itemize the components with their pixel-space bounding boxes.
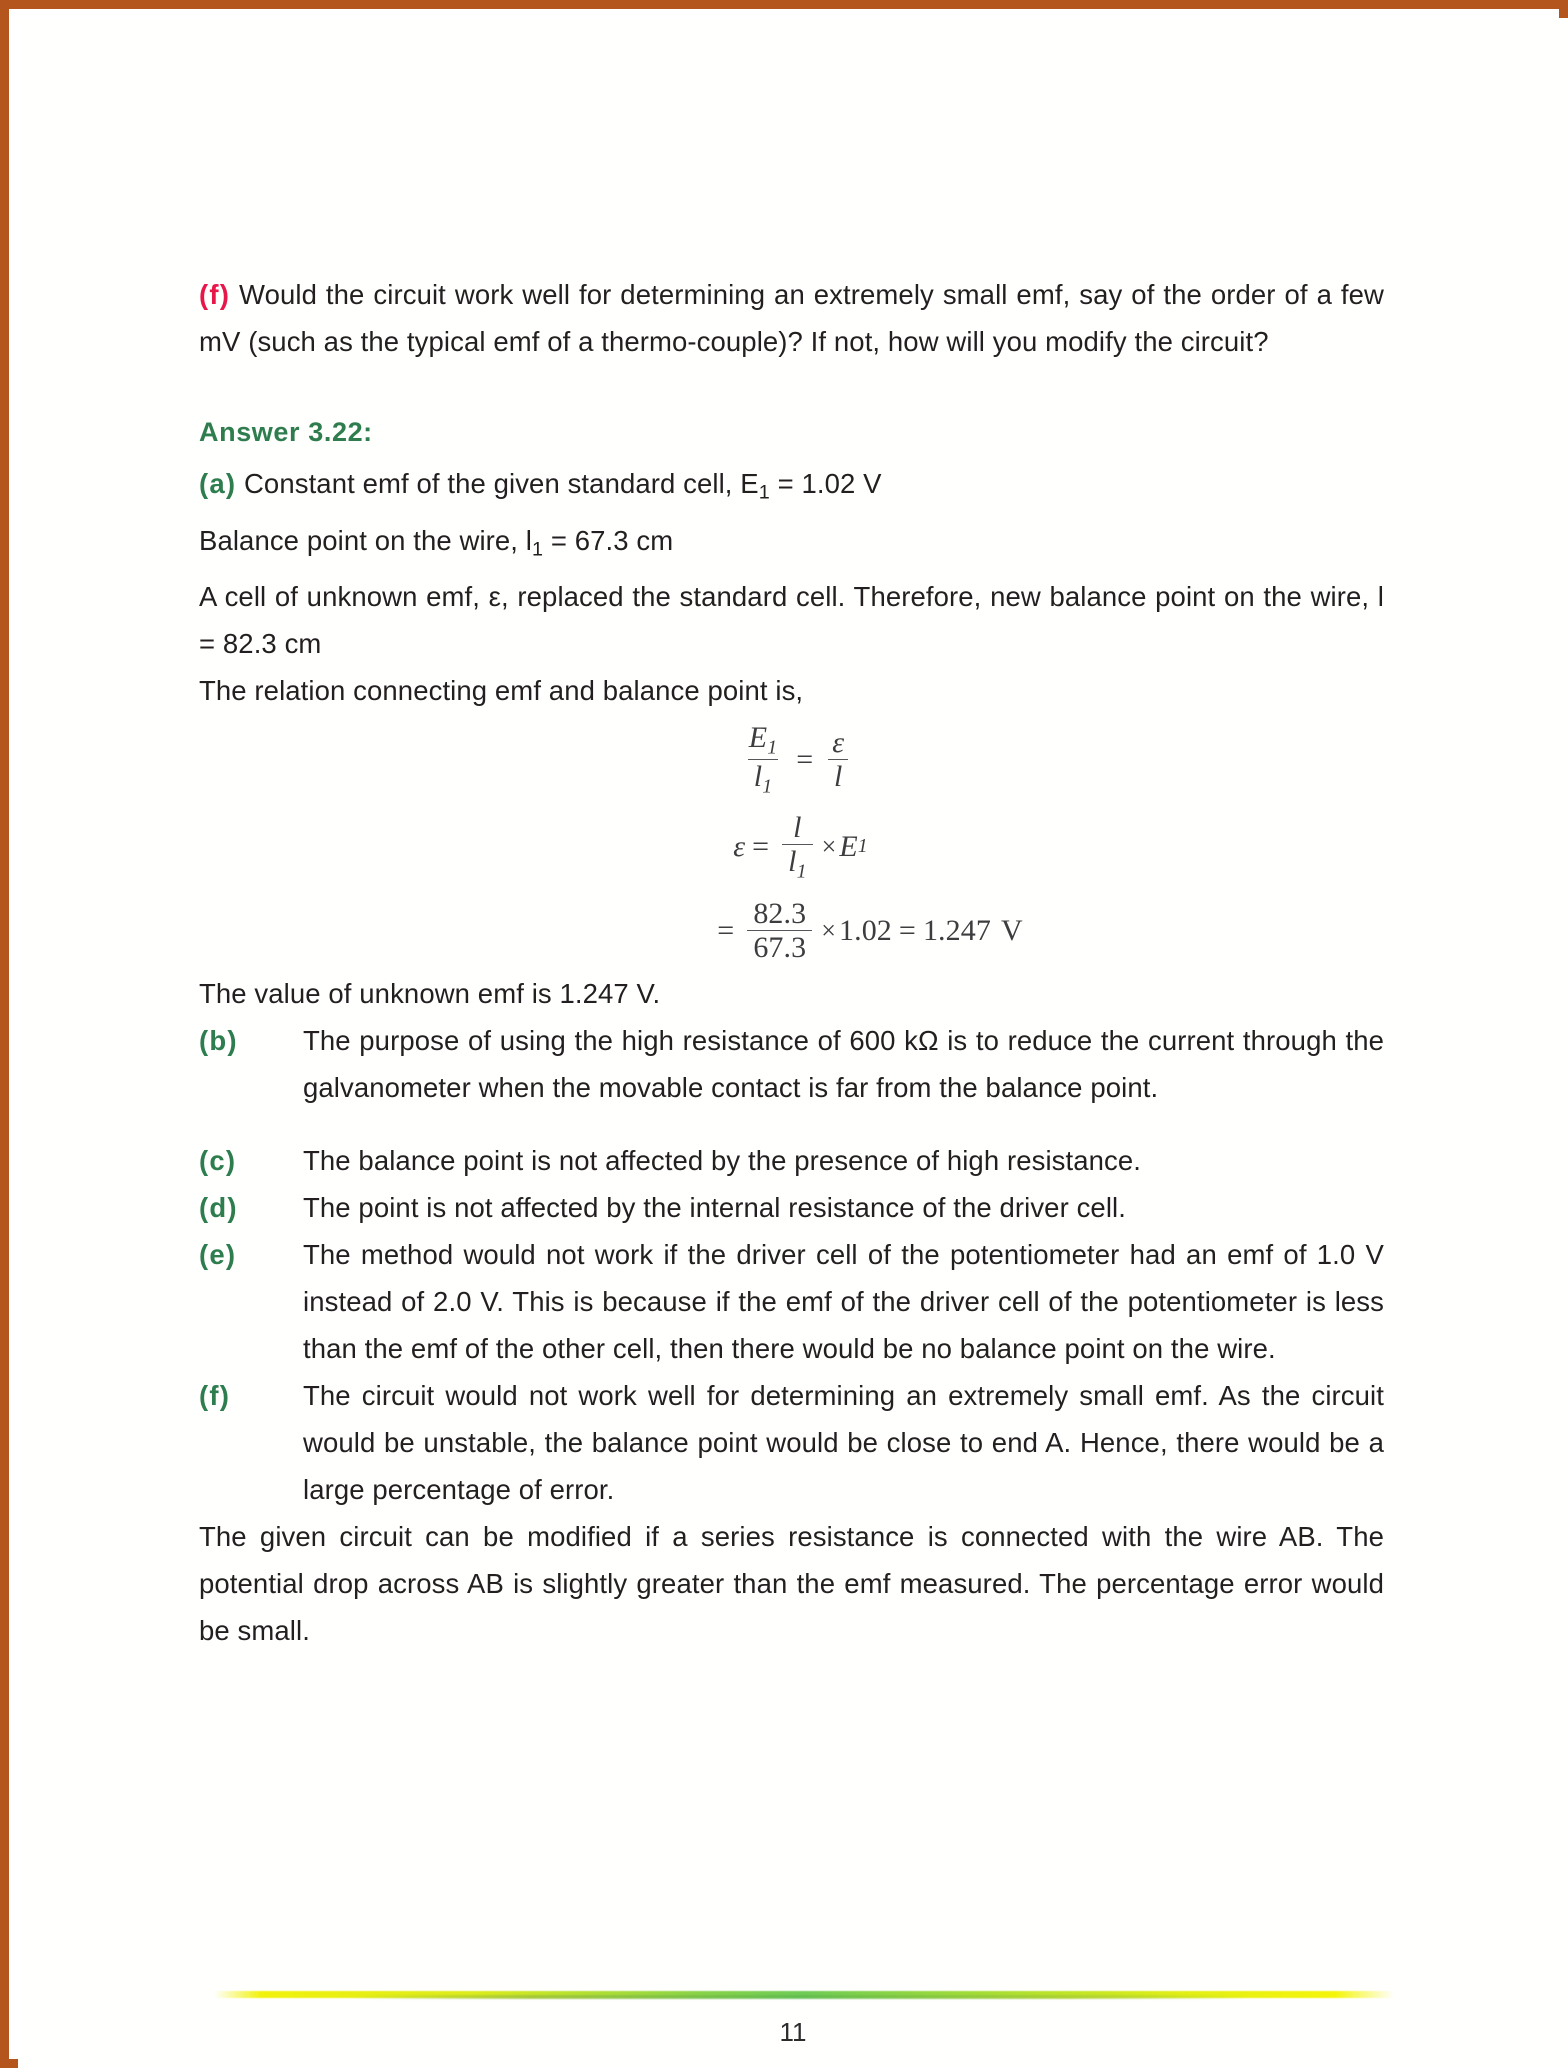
eq3-factor: 1.02 [839,914,892,948]
eq3-result: 1.247 [922,914,991,948]
eq3-unit: V [1000,914,1023,948]
equation-3 [199,898,1384,963]
answer-item-c [199,1137,1384,1184]
answer-label-e: (e) [199,1238,237,1270]
answer-label-a: (a) [199,468,237,499]
eq1-num-subscript: 1 [767,736,778,759]
page-number: 11 [779,2017,807,2047]
balance-point-subscript-1: 1 [532,538,544,561]
eq3-equals-1: = [717,914,735,948]
eq1-denominator [748,759,778,797]
answer-a-text-pre: Constant emf of the given standard cell, E [243,468,759,499]
eq1-num-symbol: E [748,721,768,755]
question-text-f: Would the circuit work well for determining an extremely small emf, say of the order of a few mV (such as the typical emf of a thermo-couple)? If not, how will you modify the circuit? [199,279,1384,357]
fraction-l-over-l1 [782,812,812,882]
answer-closing-paragraph: The given circuit can be modified if a series resistance is connected with the wire AB. The potential drop across AB is slightly greater than the emf measured. The percentage error would be small. [199,1520,1384,1646]
eq2-den-subscript: 1 [796,860,807,883]
answer-text-b: The purpose of using the high resistance of 600 kΩ is to reduce the current through the galvanometer when the movable contact is far from the balance point. [303,1024,1384,1103]
answer-text-c: The balance point is not affected by the presence of high resistance. [303,1144,1142,1176]
balance-point-pre: Balance point on the wire, l [199,524,533,556]
eq3-numerator: 82.3 [753,897,807,931]
eq2-lhs: ε [733,830,746,864]
answer-line-a4: The relation connecting emf and balance point is, [199,675,804,707]
answer-label-b: (b) [199,1024,238,1056]
answer-line-a1 [199,460,1384,517]
answer-text-f: The circuit would not work well for determining an extremely small emf. As the circuit would be unstable, the balance point would be close to end A. Hence, there would be a large percentage of error. [303,1379,1384,1505]
answer-text-d: The point is not affected by the internal resistance of the driver cell. [303,1191,1126,1223]
question-paragraph-f [199,271,1384,365]
equation-1 [199,722,1384,798]
equation-2 [199,812,1384,882]
fraction-E1-over-l1 [743,722,783,798]
eq2-times: × [821,832,837,862]
answer-line-a3: A cell of unknown emf, ε, replaced the standard cell. Therefore, new balance point on the wire, l = 82.3 cm [199,581,1384,660]
answer-item-f [199,1372,1384,1513]
eq2-equals: = [752,830,770,864]
eq3-equals-2: = [898,914,916,948]
eq3-denominator: 67.3 [747,930,812,963]
eq2-rhs-symbol: E [839,830,858,864]
answer-text-e: The method would not work if the driver cell of the potentiometer had an emf of 1.0 V instead of 2.0 V. This is because if the emf of the driver cell of the potentiometer is less than the emf of the other cell, then there would be no balance point on the wire. [303,1238,1384,1364]
answer-a-text-post: = 1.02 V [769,468,882,499]
eq1-den-symbol: l [753,760,763,794]
footer-divider-rule-highlight [349,1995,1249,1999]
spacer-after-b [199,1111,1384,1137]
eq2-den-symbol: l [788,844,797,878]
math-derivation-block [199,722,1384,963]
eq3-times: × [821,916,836,946]
answer-label-c: (c) [199,1144,237,1176]
answer-a-subscript-1: 1 [758,481,770,504]
balance-point-post: = 67.3 cm [543,524,674,556]
eq1-numerator [743,722,783,759]
answer-line-a2 [199,517,1384,574]
document-content [199,271,1384,1654]
answer-a-result: The value of unknown emf is 1.247 V. [199,977,661,1009]
fraction-823-over-673 [747,898,812,963]
question-label-f: (f) [199,279,231,310]
answer-label-f: (f) [199,1379,231,1411]
eq1-denominator-2: l [828,759,848,792]
answer-heading: Answer 3.22: [199,417,373,447]
answer-item-e [199,1231,1384,1372]
answer-label-d: (d) [199,1191,238,1223]
eq1-den-subscript: 1 [762,776,773,799]
fraction-epsilon-over-l [826,727,850,792]
eq1-numerator-2: ε [832,726,845,760]
eq2-denominator [782,844,812,882]
answer-item-d [199,1184,1384,1231]
eq2-rhs-subscript: 1 [857,835,868,858]
eq1-equals: = [796,743,814,777]
answer-item-b [199,1017,1384,1111]
eq2-numerator: l [793,810,802,844]
